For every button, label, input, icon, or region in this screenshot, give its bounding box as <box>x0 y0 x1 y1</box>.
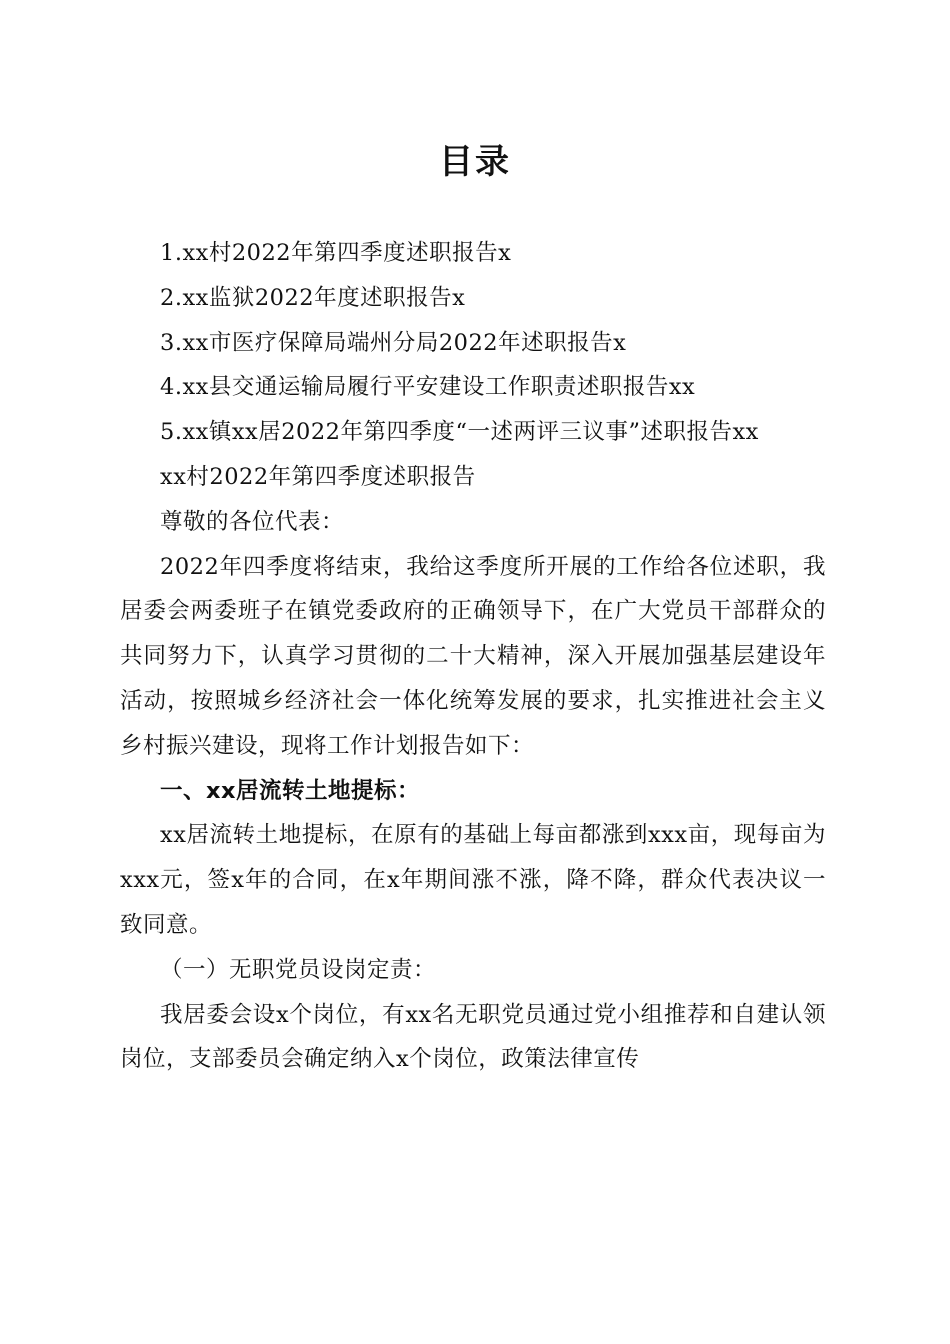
salutation: 尊敬的各位代表： <box>160 508 345 535</box>
toc-item: 1.xx村2022年第四季度述职报告x <box>160 240 512 266</box>
section-heading: 一、xx居流转土地提标： <box>160 777 421 804</box>
toc-item: 3.xx市医疗保障局端州分局2022年述职报告x <box>160 329 627 356</box>
toc-item: 4.xx县交通运输局履行平安建设工作职责述职报告xx <box>160 374 696 401</box>
subsection-heading: （一）无职党员设岗定责： <box>160 956 437 983</box>
section-paragraph: xx居流转土地提标，在原有的基础上每亩都涨到xxx亩，现每亩为xxx元，签x年的合同，在x年期间涨不涨，降不降，群众代表决议一致同意。 <box>120 822 826 938</box>
subsection-paragraph: 我居委会设x个岗位，有xx名无职党员通过党小组推荐和自建认领岗位，支部委员会确定纳入x个岗位，政策法律宣传 <box>120 1001 826 1073</box>
document-title: 目录 <box>439 142 511 182</box>
toc-item: 2.xx监狱2022年度述职报告x <box>160 284 466 311</box>
report-title: xx村2022年第四季度述职报告 <box>160 463 476 490</box>
intro-paragraph: 2022年四季度将结束，我给这季度所开展的工作给各位述职，我居委会两委班子在镇党委政府的正确领导下，在广大党员干部群众的共同努力下，认真学习贯彻的二十大精神，深入开展加强基层建设年活动，按照城乡经济社会一体化统筹发展的要求，扎实推进社会主义乡村振兴建设，现将工作计划报告如下： <box>120 553 826 759</box>
document-body <box>120 231 826 1082</box>
toc-item: 5.xx镇xx居2022年第四季度“一述两评三议事”述职报告xx <box>160 419 759 446</box>
